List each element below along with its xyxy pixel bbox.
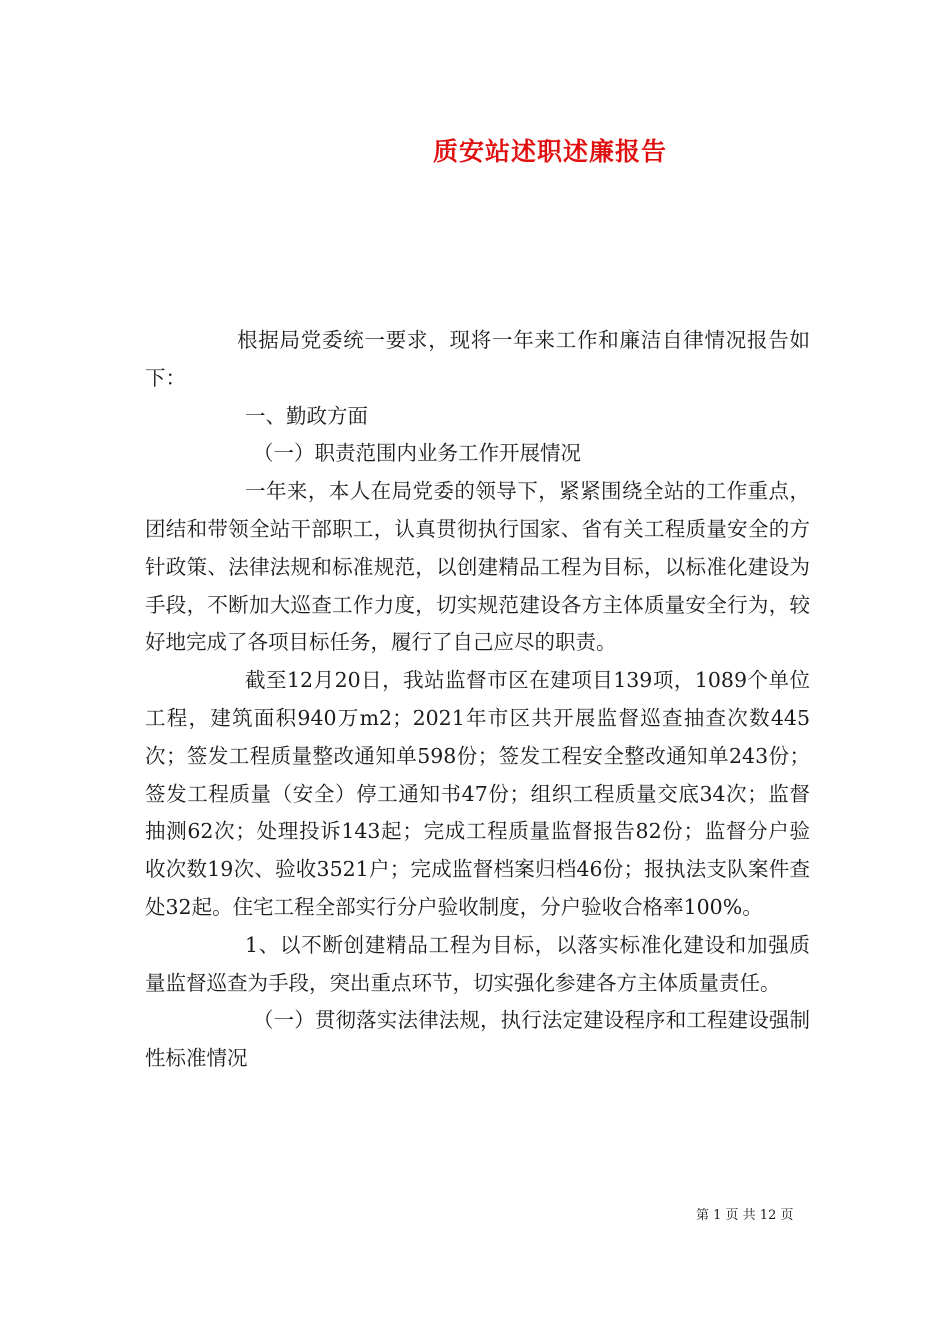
body-paragraph-2: 截至12月20日，我站监督市区在建项目139项，1089个单位工程，建筑面积940万m2；2021年市区共开展监督巡查抽查次数445次；签发工程质量整改通知单598份；签发工程安全整改通知单243份；签发工程质量（安全）停工通知书47份；组织工程质量交底34次；监督抽测62次；处理投诉143起；完成工程质量监督报告82份；监督分户验收次数19次、验收3521户；完成监督档案归档46份；报执法支队案件查处32起。住宅工程全部实行分户验收制度，分户验收合格率100%。 — [145, 668, 810, 919]
intro-paragraph: 根据局党委统一要求，现将一年来工作和廉洁自律情况报告如下： — [145, 328, 810, 390]
numbered-item-paragraph: 1、以不断创建精品工程为目标，以落实标准化建设和加强质量监督巡查为手段，突出重点环节，切实强化参建各方主体质量责任。 — [145, 932, 810, 995]
body-paragraph-1: 一年来，本人在局党委的领导下，紧紧围绕全站的工作重点，团结和带领全站干部职工，认真贯彻执行国家、省有关工程质量安全的方针政策、法律法规和标准规范，以创建精品工程为目标，以标准化建设为手段，不断加大巡查工作力度，切实规范建设各方主体质量安全行为，较好地完成了各项目标任务，履行了自己应尽的职责。 — [145, 479, 810, 655]
document-body — [145, 322, 810, 1078]
section-heading: 一、勤政方面 — [245, 403, 368, 428]
sub-item-paragraph: （一）贯彻落实法律法规，执行法定建设程序和工程建设强制性标准情况 — [145, 1008, 810, 1071]
subsection-heading: （一）职责范围内业务工作开展情况 — [253, 441, 581, 466]
document-title: 质安站述职述廉报告 — [432, 137, 667, 166]
page-footer: 第 1 页 共 12 页 — [696, 1208, 794, 1223]
